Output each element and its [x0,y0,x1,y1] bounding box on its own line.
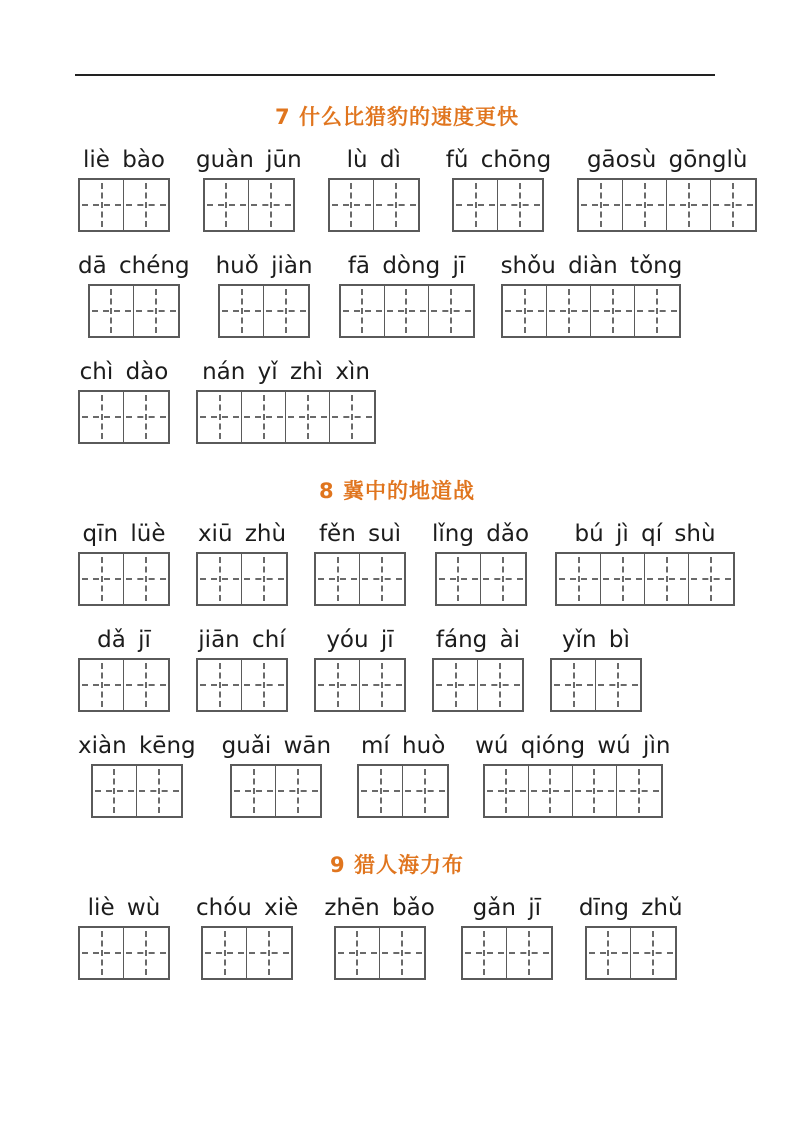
pinyin-label: jiān chí [198,627,286,653]
word-group [314,627,406,712]
writing-grid [550,658,642,712]
section-title: 8 冀中的地道战 [319,479,475,503]
writing-grid [314,658,406,712]
word-group [328,147,420,232]
word-group [196,895,298,980]
word-group [222,733,331,818]
writing-cell [498,180,542,230]
pinyin-label: dǎ jī [97,627,151,653]
writing-cell [667,180,711,230]
writing-cell [547,286,591,336]
writing-grid [78,658,170,712]
word-group [78,733,196,818]
writing-cell [124,392,168,442]
writing-cell [454,180,498,230]
writing-grid [577,178,757,232]
pinyin-label: qīn lüè [82,521,166,547]
writing-grid [432,658,524,712]
pinyin-label: yóu jī [326,627,394,653]
word-group [501,253,683,338]
writing-cell [203,928,247,978]
writing-grid [452,178,544,232]
writing-cell [503,286,547,336]
writing-cell [374,180,418,230]
pinyin-label: huǒ jiàn [215,253,313,279]
sections [0,104,794,980]
writing-cell [380,928,424,978]
pinyin-label: gāosù gōnglù [586,147,748,173]
writing-cell [90,286,134,336]
writing-cell [93,766,137,816]
writing-grid [483,764,663,818]
writing-cell [330,180,374,230]
writing-cell [341,286,385,336]
word-group [78,521,170,606]
pinyin-label: fǔ chōng [445,147,552,173]
writing-cell [403,766,447,816]
pinyin-label: guàn jūn [196,147,302,173]
writing-cell [198,392,242,442]
writing-cell [689,554,733,604]
writing-cell [552,660,596,710]
word-group [314,521,406,606]
writing-cell [645,554,689,604]
pinyin-label: shǒu diàn tǒng [500,253,683,279]
writing-grid [218,284,310,338]
writing-grid [334,926,426,980]
writing-cell [529,766,573,816]
section [0,852,794,980]
word-group [196,521,288,606]
writing-cell [124,554,168,604]
word-group [357,733,449,818]
pinyin-label: bú jì qí shù [574,521,716,547]
writing-cell [623,180,667,230]
writing-cell [330,392,374,442]
word-group [324,895,434,980]
word-group [216,253,313,338]
pinyin-label: nán yǐ zhì xìn [202,359,370,385]
writing-cell [711,180,755,230]
word-group [579,895,683,980]
pinyin-label: chì dào [79,359,169,385]
writing-grid [201,926,293,980]
pinyin-label: wú qióng wú jìn [475,733,671,759]
writing-cell [587,928,631,978]
pinyin-label: xiū zhù [197,521,287,547]
writing-cell [198,554,242,604]
pinyin-label: dā chéng [78,253,190,279]
worksheet-page [0,74,794,980]
word-group [78,895,170,980]
writing-cell [249,180,293,230]
writing-cell [437,554,481,604]
pinyin-label: gǎn jī [472,895,541,921]
writing-cell [137,766,181,816]
writing-cell [124,180,168,230]
writing-cell [463,928,507,978]
word-row [0,733,794,818]
writing-cell [134,286,178,336]
writing-cell [80,928,124,978]
writing-grid [461,926,553,980]
writing-cell [80,392,124,442]
writing-cell [232,766,276,816]
writing-cell [264,286,308,336]
writing-cell [80,554,124,604]
writing-cell [242,392,286,442]
writing-cell [635,286,679,336]
writing-cell [198,660,242,710]
writing-grid [314,552,406,606]
writing-cell [485,766,529,816]
writing-grid [196,390,376,444]
writing-cell [276,766,320,816]
writing-cell [316,660,360,710]
word-group [550,627,642,712]
pinyin-label: lǐng dǎo [432,521,530,547]
word-group [196,627,288,712]
writing-grid [78,926,170,980]
writing-cell [124,660,168,710]
writing-grid [435,552,527,606]
writing-cell [316,554,360,604]
writing-cell [617,766,661,816]
writing-grid [585,926,677,980]
writing-cell [247,928,291,978]
writing-grid [196,658,288,712]
word-group [339,253,475,338]
word-group [196,147,302,232]
writing-grid [339,284,475,338]
word-row [0,359,794,444]
pinyin-label: zhēn bǎo [324,895,435,921]
section [0,478,794,818]
word-group [555,521,735,606]
writing-grid [328,178,420,232]
pinyin-label: yǐn bì [562,627,630,653]
word-group [196,359,376,444]
writing-grid [555,552,735,606]
writing-cell [124,928,168,978]
writing-grid [203,178,295,232]
section-title: 9 猎人海力布 [330,853,464,877]
writing-cell [80,180,124,230]
writing-grid [88,284,180,338]
pinyin-label: xiàn kēng [78,733,196,759]
writing-cell [359,766,403,816]
writing-cell [220,286,264,336]
word-group [577,147,757,232]
writing-cell [481,554,525,604]
pinyin-label: liè bào [82,147,165,173]
writing-grid [78,178,170,232]
word-group [78,359,170,444]
word-row [0,895,794,980]
writing-cell [507,928,551,978]
writing-cell [286,392,330,442]
word-group [78,627,170,712]
section-title: 7 什么比猎豹的速度更快 [275,105,519,129]
word-group [432,627,524,712]
pinyin-label: fā dòng jī [347,253,466,279]
word-row [0,253,794,338]
writing-cell [360,554,404,604]
writing-cell [478,660,522,710]
word-group [461,895,553,980]
section [0,104,794,444]
word-group [446,147,551,232]
writing-cell [601,554,645,604]
pinyin-label: liè wù [87,895,161,921]
writing-cell [242,554,286,604]
writing-cell [242,660,286,710]
pinyin-label: chóu xiè [196,895,299,921]
pinyin-label: mí huò [360,733,446,759]
writing-cell [429,286,473,336]
writing-cell [579,180,623,230]
writing-grid [230,764,322,818]
writing-cell [631,928,675,978]
writing-grid [501,284,681,338]
writing-grid [196,552,288,606]
word-group [475,733,670,818]
writing-grid [78,390,170,444]
pinyin-label: guǎi wān [221,733,332,759]
writing-grid [78,552,170,606]
word-row [0,147,794,232]
writing-cell [557,554,601,604]
writing-cell [205,180,249,230]
pinyin-label: fěn suì [318,521,402,547]
writing-cell [596,660,640,710]
word-row [0,521,794,606]
writing-cell [434,660,478,710]
pinyin-label: dīng zhǔ [578,895,683,921]
pinyin-label: fáng ài [435,627,521,653]
pinyin-label: lù dì [346,147,401,173]
writing-cell [385,286,429,336]
writing-cell [336,928,380,978]
writing-cell [591,286,635,336]
word-group [78,253,190,338]
writing-cell [573,766,617,816]
word-group [432,521,529,606]
word-group [78,147,170,232]
writing-cell [360,660,404,710]
writing-grid [91,764,183,818]
word-row [0,627,794,712]
writing-cell [80,660,124,710]
writing-grid [357,764,449,818]
